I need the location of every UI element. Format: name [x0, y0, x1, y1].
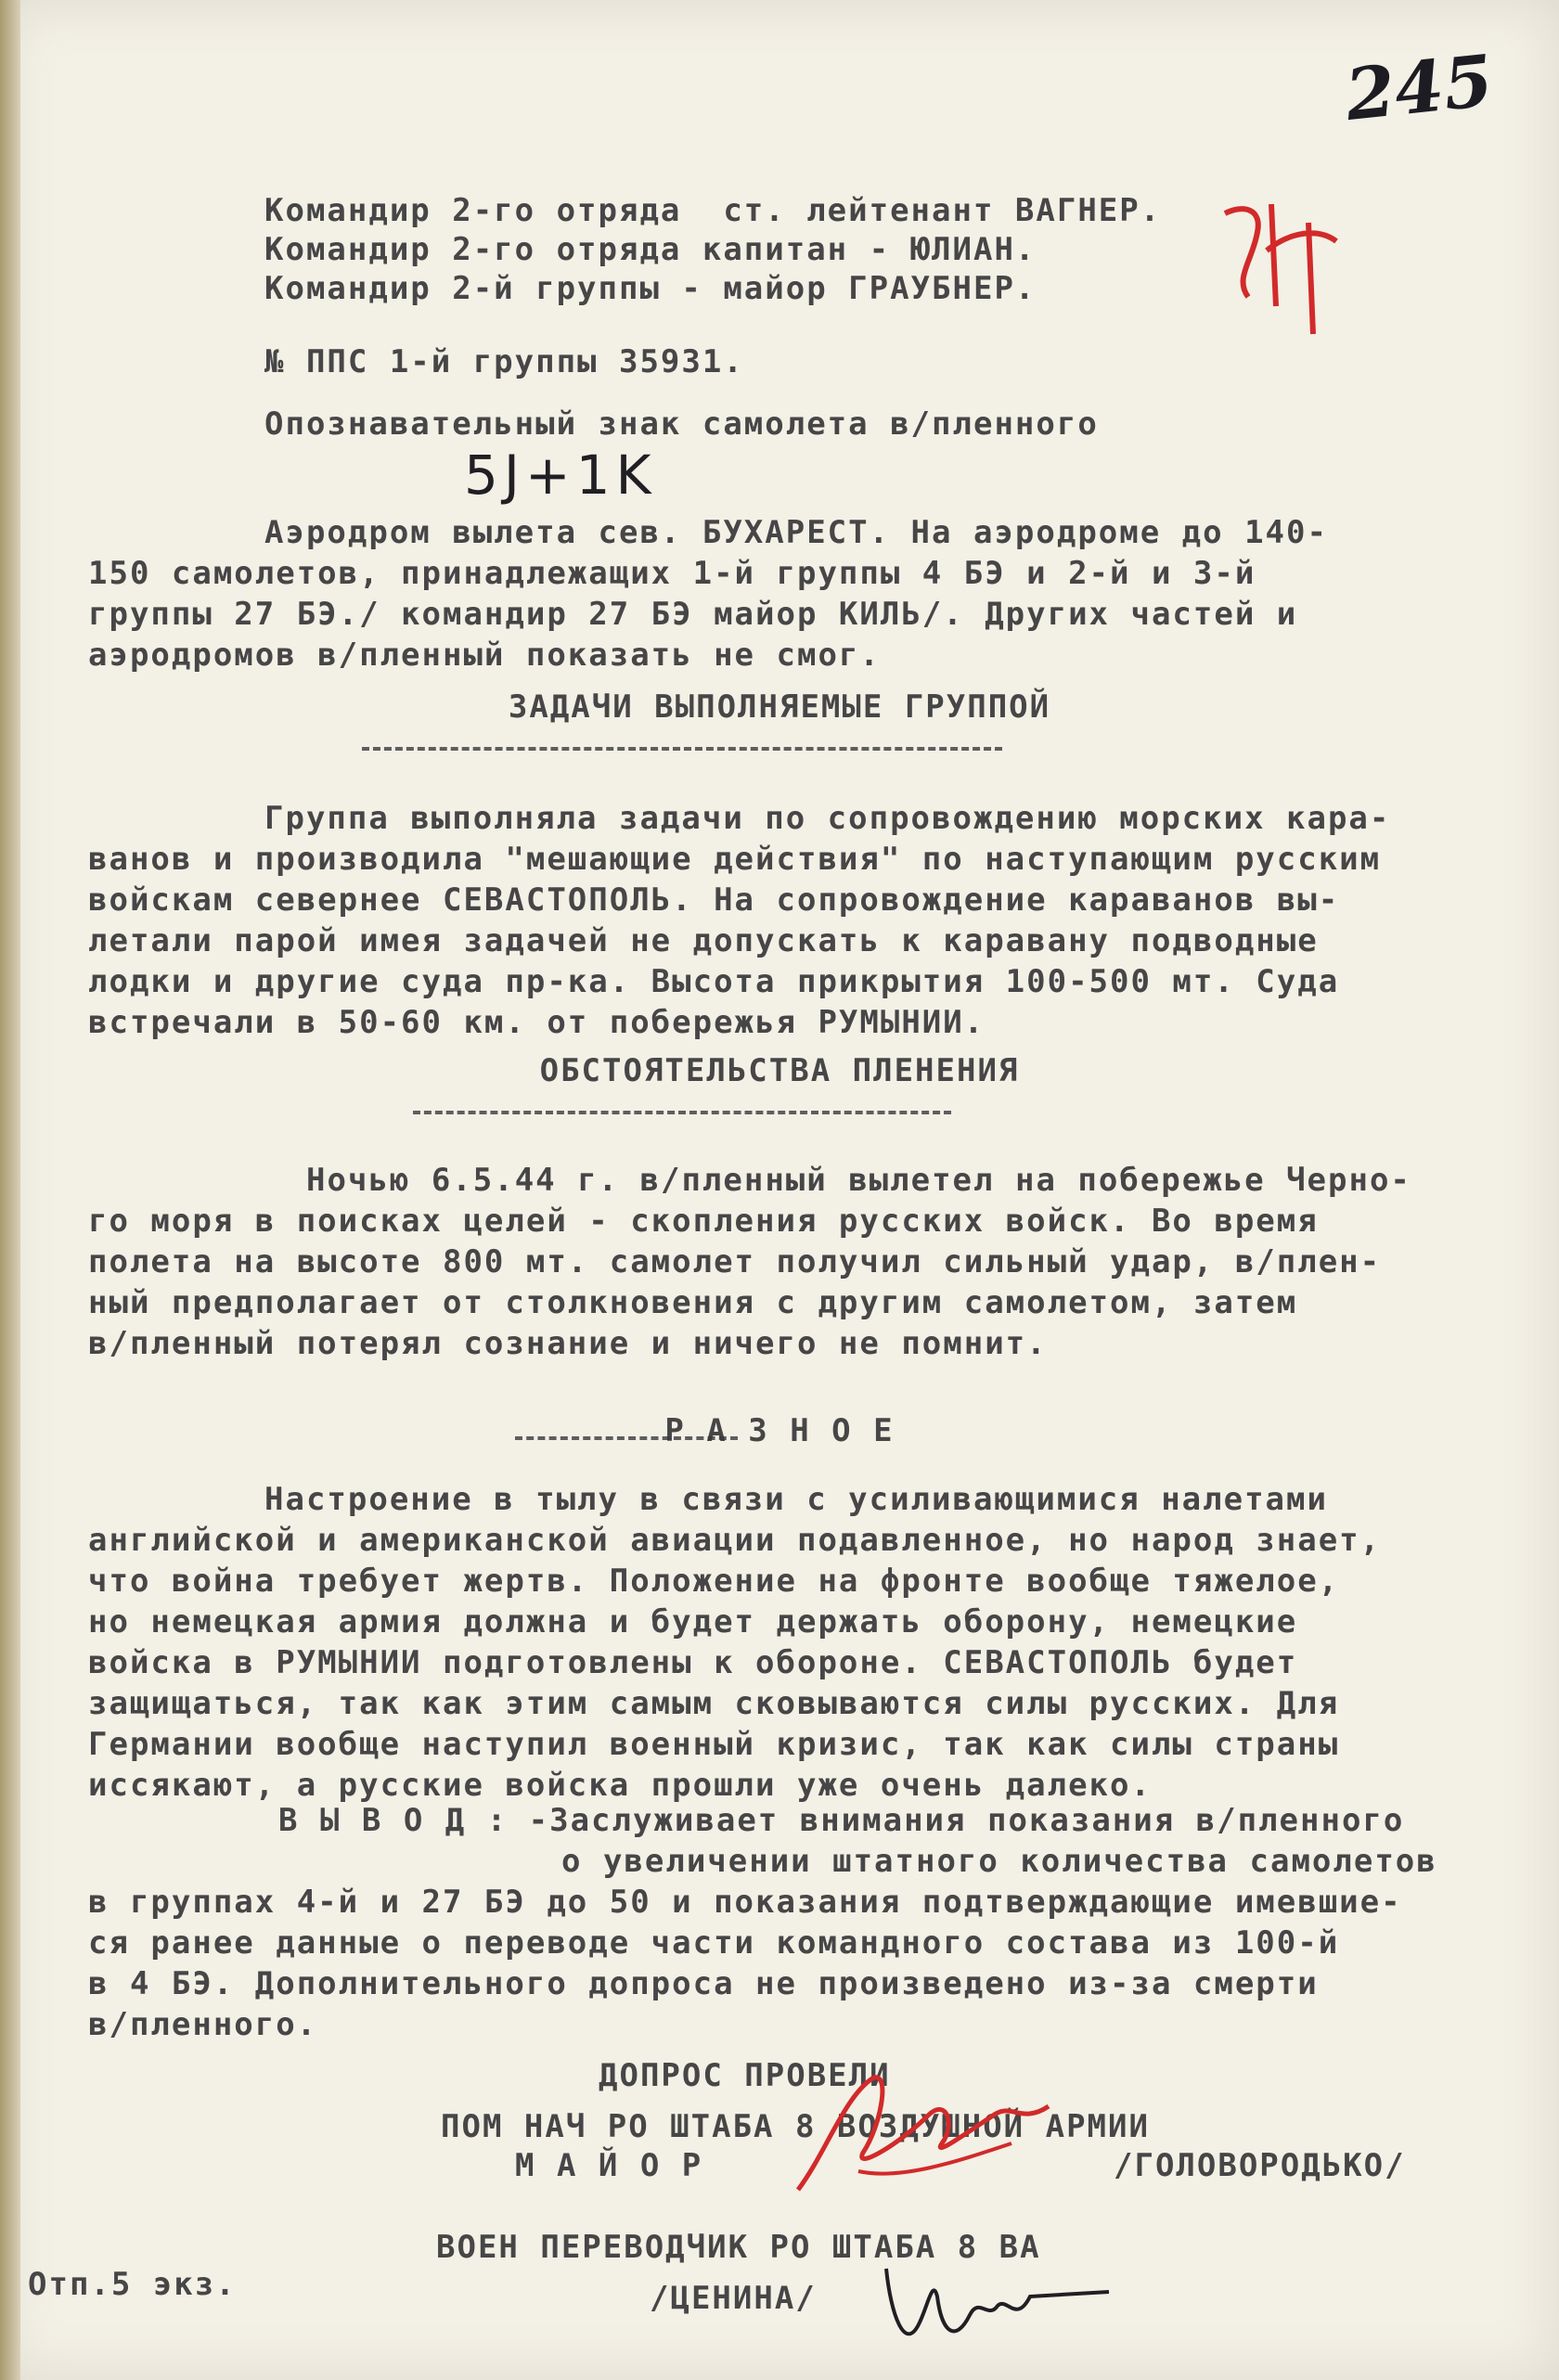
red-handwritten-mark	[1206, 176, 1355, 343]
airfield-line-3: группы 27 БЭ./ командир 27 БЭ майор КИЛЬ/. Других частей и	[88, 596, 1298, 633]
capture-line-2: го моря в поисках целей - скопления русских войск. Во время	[88, 1203, 1319, 1240]
conclusion-line-6: в/пленного.	[88, 2006, 318, 2043]
misc-line-4: но немецкая армия должна и будет держать оборону, немецкие	[88, 1603, 1298, 1640]
interrogation-conducted: ДОПРОС ПРОВЕЛИ	[599, 2057, 891, 2094]
airfield-line-1: Аэродром вылета сев. БУХАРЕСТ. На аэродроме до 140-	[264, 514, 1328, 551]
misc-line-3: что война требует жертв. Положение на фронте вообще тяжелое,	[88, 1563, 1340, 1600]
airfield-line-2: 150 самолетов, принадлежащих 1-й группы 4 БЭ и 2-й и 3-й	[88, 555, 1256, 592]
black-signature	[868, 2241, 1118, 2371]
tasks-line-5: лодки и другие суда пр-ка. Высота прикрытия 100-500 мт. Суда	[88, 963, 1340, 1000]
aircraft-marking-label: Опознавательный знак самолета в/пленного	[264, 405, 1099, 443]
heading-capture: ОБСТОЯТЕЛЬСТВА ПЛЕНЕНИЯ	[539, 1052, 1020, 1089]
field-post-number: № ППС 1-й группы 35931.	[264, 343, 744, 380]
capture-line-4: ный предполагает от столкновения с другим самолетом, затем	[88, 1284, 1298, 1321]
tasks-line-1: Группа выполняла задачи по сопровождению морских кара-	[264, 800, 1391, 837]
tasks-line-3: войскам севернее СЕВАСТОПОЛЬ. На сопровождение караванов вы-	[88, 881, 1340, 919]
heading-misc: Р А З Н О Е	[664, 1412, 895, 1449]
tasks-line-2: ванов и производила "мешающие действия" по наступающим русским	[88, 841, 1382, 878]
page-edge	[0, 0, 20, 2380]
commander-line-3: Командир 2-й группы - майор ГРАУБНЕР.	[264, 270, 1037, 307]
signature-position-2: ВОЕН ПЕРЕВОДЧИК РО ШТАБА 8 ВА	[436, 2229, 1041, 2266]
misc-line-6: защищаться, так как этим самым сковываются силы русских. Для	[88, 1685, 1340, 1722]
airfield-line-4: аэродромов в/пленный показать не смог.	[88, 637, 881, 674]
signature-name-1: /ГОЛОВОРОДЬКО/	[1114, 2147, 1406, 2184]
copies-note: Отп.5 экз.	[28, 2266, 237, 2303]
misc-line-5: войска в РУМЫНИИ подготовлены к обороне. СЕВАСТОПОЛЬ будет	[88, 1644, 1298, 1681]
conclusion-line-2: о увеличении штатного количества самолетов	[561, 1843, 1437, 1880]
misc-line-1: Настроение в тылу в связи с усиливающимися налетами	[264, 1481, 1328, 1518]
heading-tasks: ЗАДАЧИ ВЫПОЛНЯЕМЫЕ ГРУППОЙ	[508, 688, 1051, 726]
signature-rank-1: М А Й О Р	[515, 2147, 703, 2184]
conclusion-line-4: ся ранее данные о переводе части командного состава из 100-й	[88, 1924, 1340, 1962]
capture-line-3: полета на высоте 800 мт. самолет получил сильный удар, в/плен-	[88, 1243, 1382, 1280]
misc-line-2: английской и американской авиации подавленное, но народ знает,	[88, 1522, 1382, 1559]
signature-position-1: ПОМ НАЧ РО ШТАБА 8 ВОЗДУШНОЙ АРМИИ	[441, 2108, 1150, 2145]
commander-line-2: Командир 2-го отряда капитан - ЮЛИАН.	[264, 231, 1037, 268]
misc-line-8: иссякают, а русские войска прошли уже очень далеко.	[88, 1767, 1152, 1804]
conclusion-line-1: В Ы В О Д : -Заслуживает внимания показания в/пленного	[278, 1802, 1405, 1839]
heading-misc-underline	[515, 1436, 738, 1440]
red-signature	[770, 2041, 1076, 2218]
aircraft-marking-code: 5J+1K	[464, 444, 657, 507]
misc-line-7: Германии вообще наступил военный кризис, так как силы страны	[88, 1726, 1340, 1763]
conclusion-line-3: в группах 4-й и 27 БЭ до 50 и показания подтверждающие имевшие-	[88, 1884, 1402, 1921]
signature-name-2: /ЦЕНИНА/	[650, 2280, 817, 2317]
capture-line-1: Ночью 6.5.44 г. в/пленный вылетел на побережье Черно-	[306, 1162, 1411, 1199]
capture-line-5: в/пленный потерял сознание и ничего не помнит.	[88, 1325, 1048, 1362]
heading-capture-underline	[413, 1111, 951, 1114]
tasks-line-4: летали парой имея задачей не допускать к каравану подводные	[88, 922, 1319, 959]
heading-tasks-underline	[362, 747, 1002, 751]
conclusion-line-5: в 4 БЭ. Дополнительного допроса не произведено из-за смерти	[88, 1965, 1319, 2002]
commander-line-1: Командир 2-го отряда ст. лейтенант ВАГНЕР.	[264, 192, 1162, 229]
archive-page-number: 245	[1341, 38, 1497, 137]
tasks-line-6: встречали в 50-60 км. от побережья РУМЫНИИ.	[88, 1004, 986, 1041]
